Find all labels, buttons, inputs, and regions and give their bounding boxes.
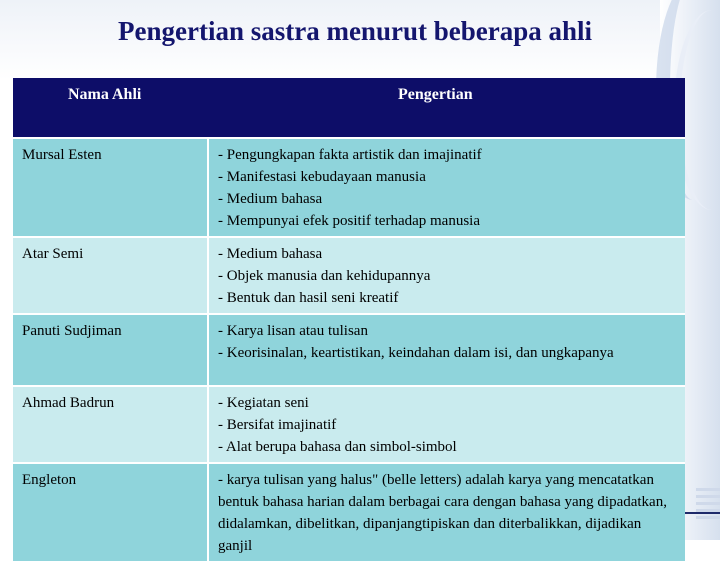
definition-line: - Alat berupa bahasa dan simbol-simbol [218, 439, 457, 455]
definition-line: - Bersifat imajinatif [218, 417, 337, 433]
expert-name: Atar Semi [13, 237, 208, 314]
definition-line: - Medium bahasa [218, 246, 323, 262]
definition-line: - karya tulisan yang halus" (belle letters) adalah karya yang mencatatkan bentuk bahasa harian dalam berbagai cara dengan bahasa yang dipadatkan, didalamkan, dibelitkan, dipanjangtipiskan dan diterbalikkan, dijadikan ganjil [218, 472, 667, 554]
expert-name: Panuti Sudjiman [13, 314, 208, 386]
definition-cell [208, 463, 685, 562]
table-row [13, 463, 685, 562]
definition-line: - Medium bahasa [218, 191, 323, 207]
expert-name: Ahmad Badrun [13, 386, 208, 463]
table-row [13, 314, 685, 386]
expert-name: Engleton [13, 463, 208, 562]
slide-title: Pengertian sastra menurut beberapa ahli [118, 16, 592, 46]
definition-line: - Kegiatan seni [218, 395, 309, 411]
definition-line: - Bentuk dan hasil seni kreatif [218, 290, 399, 306]
definition-cell [208, 386, 685, 463]
table-row [13, 237, 685, 314]
definition-line: - Objek manusia dan kehidupannya [218, 268, 431, 284]
experts-table [13, 78, 685, 563]
header-pengertian: Pengertian [208, 78, 685, 138]
expert-name: Mursal Esten [13, 138, 208, 237]
table-row [13, 386, 685, 463]
decorative-stripes [696, 488, 720, 528]
definition-line: - Karya lisan atau tulisan [218, 323, 368, 339]
definition-line: - Pengungkapan fakta artistik dan imajinatif [218, 147, 482, 163]
table-row [13, 138, 685, 237]
definition-cell [208, 138, 685, 237]
table-header-row [13, 78, 685, 138]
definition-cell [208, 314, 685, 386]
definition-cell [208, 237, 685, 314]
decorative-line [685, 512, 720, 514]
definition-line: - Keorisinalan, keartistikan, keindahan dalam isi, dan ungkapanya [218, 345, 614, 361]
header-nama-ahli: Nama Ahli [13, 78, 208, 138]
definition-line: - Manifestasi kebudayaan manusia [218, 169, 426, 185]
definition-line: - Mempunyai efek positif terhadap manusia [218, 213, 481, 229]
